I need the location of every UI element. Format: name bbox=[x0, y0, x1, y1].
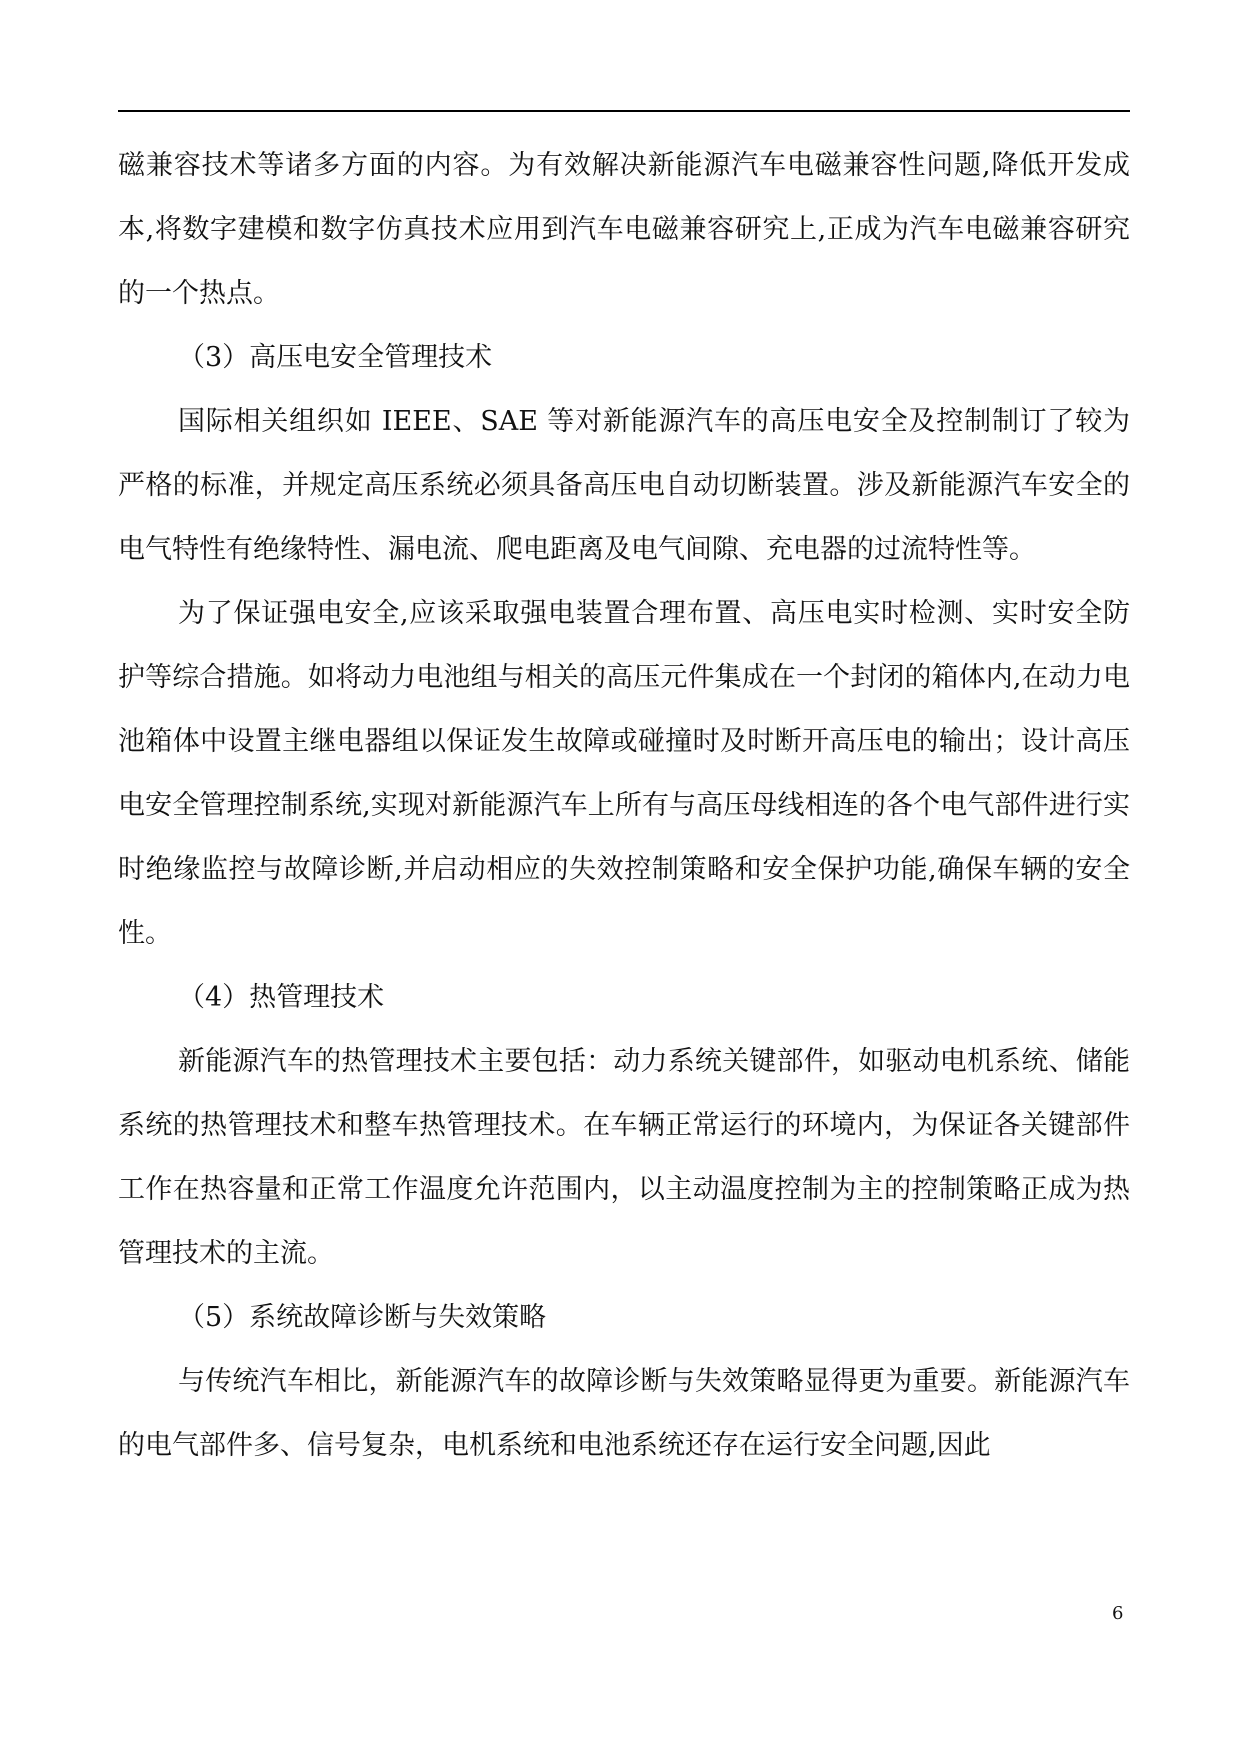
paragraph-safety-measures: 为了保证强电安全,应该采取强电装置合理布置、高压电实时检测、实时安全防护等综合措施。如将动力电池组与相关的高压元件集成在一个封闭的箱体内,在动力电池箱体中设置主继电器组以保证发生故障或碰撞时及时断开高压电的输出；设计高压电安全管理控制系统,实现对新能源汽车上所有与高压母线相连的各个电气部件进行实时绝缘监控与故障诊断,并启动相应的失效控制策略和安全保护功能,确保车辆的安全性。 bbox=[118, 598, 1130, 949]
section-heading-fault-diagnosis: （5）系统故障诊断与失效策略 bbox=[178, 1302, 547, 1333]
page-body bbox=[118, 134, 1130, 1478]
paragraph-thermal-management: 新能源汽车的热管理技术主要包括：动力系统关键部件，如驱动电机系统、储能系统的热管理技术和整车热管理技术。在车辆正常运行的环境内，为保证各关键部件工作在热容量和正常工作温度允许范围内，以主动温度控制为主的控制策略正成为热管理技术的主流。 bbox=[118, 1046, 1130, 1269]
paragraph-standards: 国际相关组织如 IEEE、SAE 等对新能源汽车的高压电安全及控制制订了较为严格的标准，并规定高压系统必须具备高压电自动切断装置。涉及新能源汽车安全的电气特性有绝缘特性、漏电流、爬电距离及电气间隙、充电器的过流特性等。 bbox=[118, 406, 1130, 565]
paragraph-emc-continuation: 磁兼容技术等诸多方面的内容。为有效解决新能源汽车电磁兼容性问题,降低开发成本,将数字建模和数字仿真技术应用到汽车电磁兼容研究上,正成为汽车电磁兼容研究的一个热点。 bbox=[118, 150, 1130, 309]
section-heading-thermal-management: （4）热管理技术 bbox=[178, 982, 385, 1013]
header-rule bbox=[118, 110, 1130, 112]
page-number: 6 bbox=[1112, 1603, 1124, 1624]
section-heading-high-voltage-safety: （3）高压电安全管理技术 bbox=[178, 342, 493, 373]
paragraph-fault-diagnosis: 与传统汽车相比，新能源汽车的故障诊断与失效策略显得更为重要。新能源汽车的电气部件多、信号复杂，电机系统和电池系统还存在运行安全问题,因此 bbox=[118, 1366, 1130, 1461]
